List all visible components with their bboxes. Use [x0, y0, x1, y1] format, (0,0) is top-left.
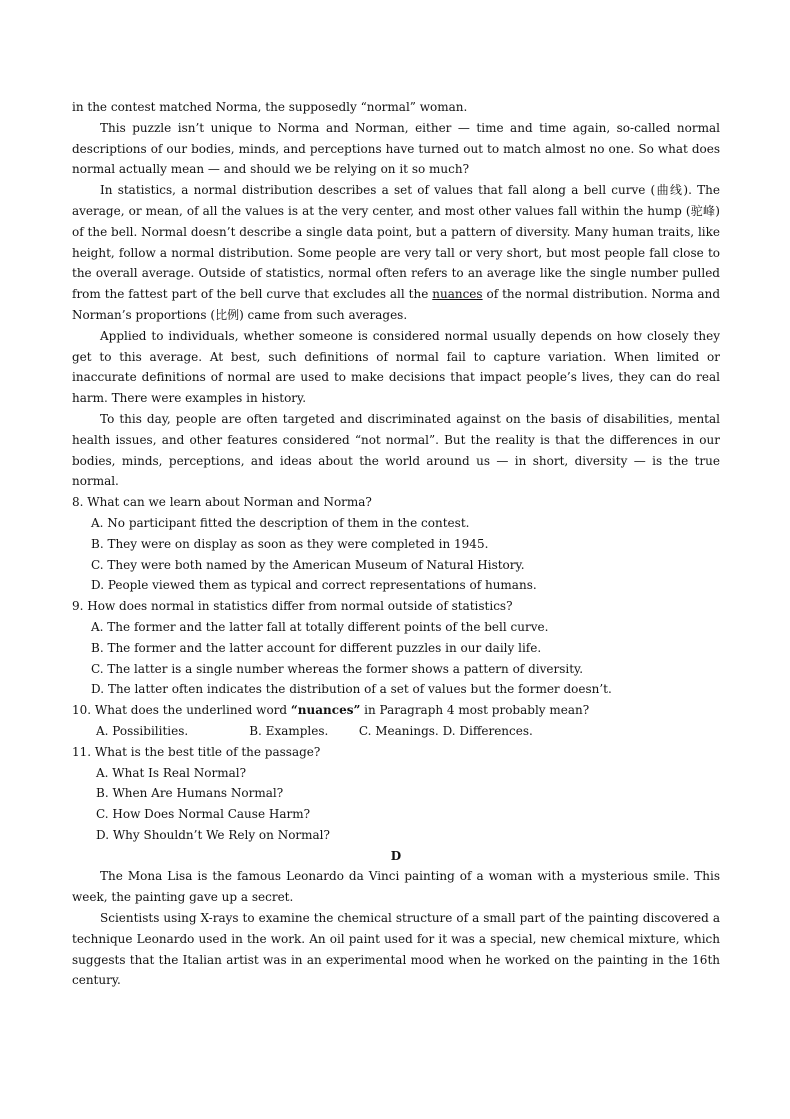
underlined-word-nuances: nuances	[432, 287, 483, 302]
option-a: A. Possibilities.	[96, 723, 189, 738]
option-b: B. The former and the latter account for different puzzles in our daily life.	[91, 640, 542, 655]
paragraph-text: of the normal distribution. Norma and Norman’s proportions (比例) came from such averages.	[72, 287, 720, 322]
question-stem: 9. How does normal in statistics differ from normal outside of statistics?	[72, 599, 513, 614]
option-c: C. How Does Normal Cause Harm?	[96, 807, 311, 822]
stem-text: 10. What does the underlined word	[72, 703, 291, 718]
option-d: D. Why Shouldn’t We Rely on Normal?	[96, 827, 330, 842]
options-row	[72, 721, 720, 742]
passage-c-paragraph-3: Applied to individuals, whether someone is considered normal usually depends on how closely they get to this average. At best, such definitions of normal fail to capture variation. When limited or inaccurate definitions of normal are used to make decisions that impact people’s lives, they can do real harm. There were examples in history.	[72, 328, 720, 406]
option-a: A. The former and the latter fall at totally different points of the bell curve.	[91, 619, 549, 634]
question-8	[72, 492, 720, 596]
option-c: C. They were both named by the American Museum of Natural History.	[91, 557, 525, 572]
option-d: D. People viewed them as typical and correct representations of humans.	[91, 578, 537, 593]
passage-d-paragraph-1: The Mona Lisa is the famous Leonardo da Vinci painting of a woman with a mysterious smile. This week, the painting gave up a secret.	[72, 869, 720, 905]
passage-c-paragraph-4: To this day, people are often targeted and discriminated against on the basis of disabilities, mental health issues, and other features considered “not normal”. But the reality is that the differences in our bodies, minds, perceptions, and ideas about the world around us — in short, diversity — is the true normal.	[72, 411, 720, 489]
question-9	[72, 596, 720, 700]
passage-c-paragraph-2	[72, 180, 720, 326]
stem-text: in Paragraph 4 most probably mean?	[360, 703, 590, 718]
option-b: B. They were on display as soon as they were completed in 1945.	[91, 536, 489, 551]
option-c: C. The latter is a single number whereas the former shows a pattern of diversity.	[91, 661, 584, 676]
paragraph-text: In statistics, a normal distribution describes a set of values that fall along a bell curve (曲线). The average, or mean, of all the values is at the very center, and most other values fall within the hump (驼峰) of the bell. Normal doesn’t describe a single data point, but a pattern of diversity. Many human traits, like height, follow a normal distribution. Some people are very tall or very short, but most people fall close to the overall average. Outside of statistics, normal often refers to an average like the single number pulled from the fattest part of the bell curve that excludes all the	[72, 183, 720, 302]
document-page	[72, 97, 720, 991]
stem-keyword: “nuances”	[290, 703, 361, 718]
option-b: B. Examples.	[249, 723, 329, 738]
section-heading-d: D	[390, 848, 402, 863]
question-11	[72, 742, 720, 846]
question-10	[72, 700, 720, 742]
passage-c-paragraph-0: in the contest matched Norma, the supposedly “normal” woman.	[72, 100, 468, 114]
option-d: D. The latter often indicates the distribution of a set of values but the former doesn’t.	[91, 682, 612, 697]
option-a: A. What Is Real Normal?	[96, 765, 247, 780]
option-c: C. Meanings.	[358, 723, 439, 738]
option-a: A. No participant fitted the description of them in the contest.	[91, 515, 470, 530]
passage-c-paragraph-1: This puzzle isn’t unique to Norma and Norman, either — time and time again, so-called normal descriptions of our bodies, minds, and perceptions have turned out to match almost no one. So what does normal actually mean — and should we be relying on it so much?	[72, 120, 720, 177]
option-d: D. Differences.	[442, 723, 533, 738]
question-stem: 8. What can we learn about Norman and Norma?	[72, 495, 372, 510]
question-stem: 11. What is the best title of the passage?	[72, 744, 321, 759]
passage-d-paragraph-2: Scientists using X-rays to examine the chemical structure of a small part of the painting discovered a technique Leonardo used in the work. An oil paint used for it was a special, new chemical mixture, which suggests that the Italian artist was in an experimental mood when he worked on the painting in the 16th century.	[72, 911, 720, 988]
option-b: B. When Are Humans Normal?	[96, 786, 284, 801]
question-stem	[72, 700, 720, 721]
